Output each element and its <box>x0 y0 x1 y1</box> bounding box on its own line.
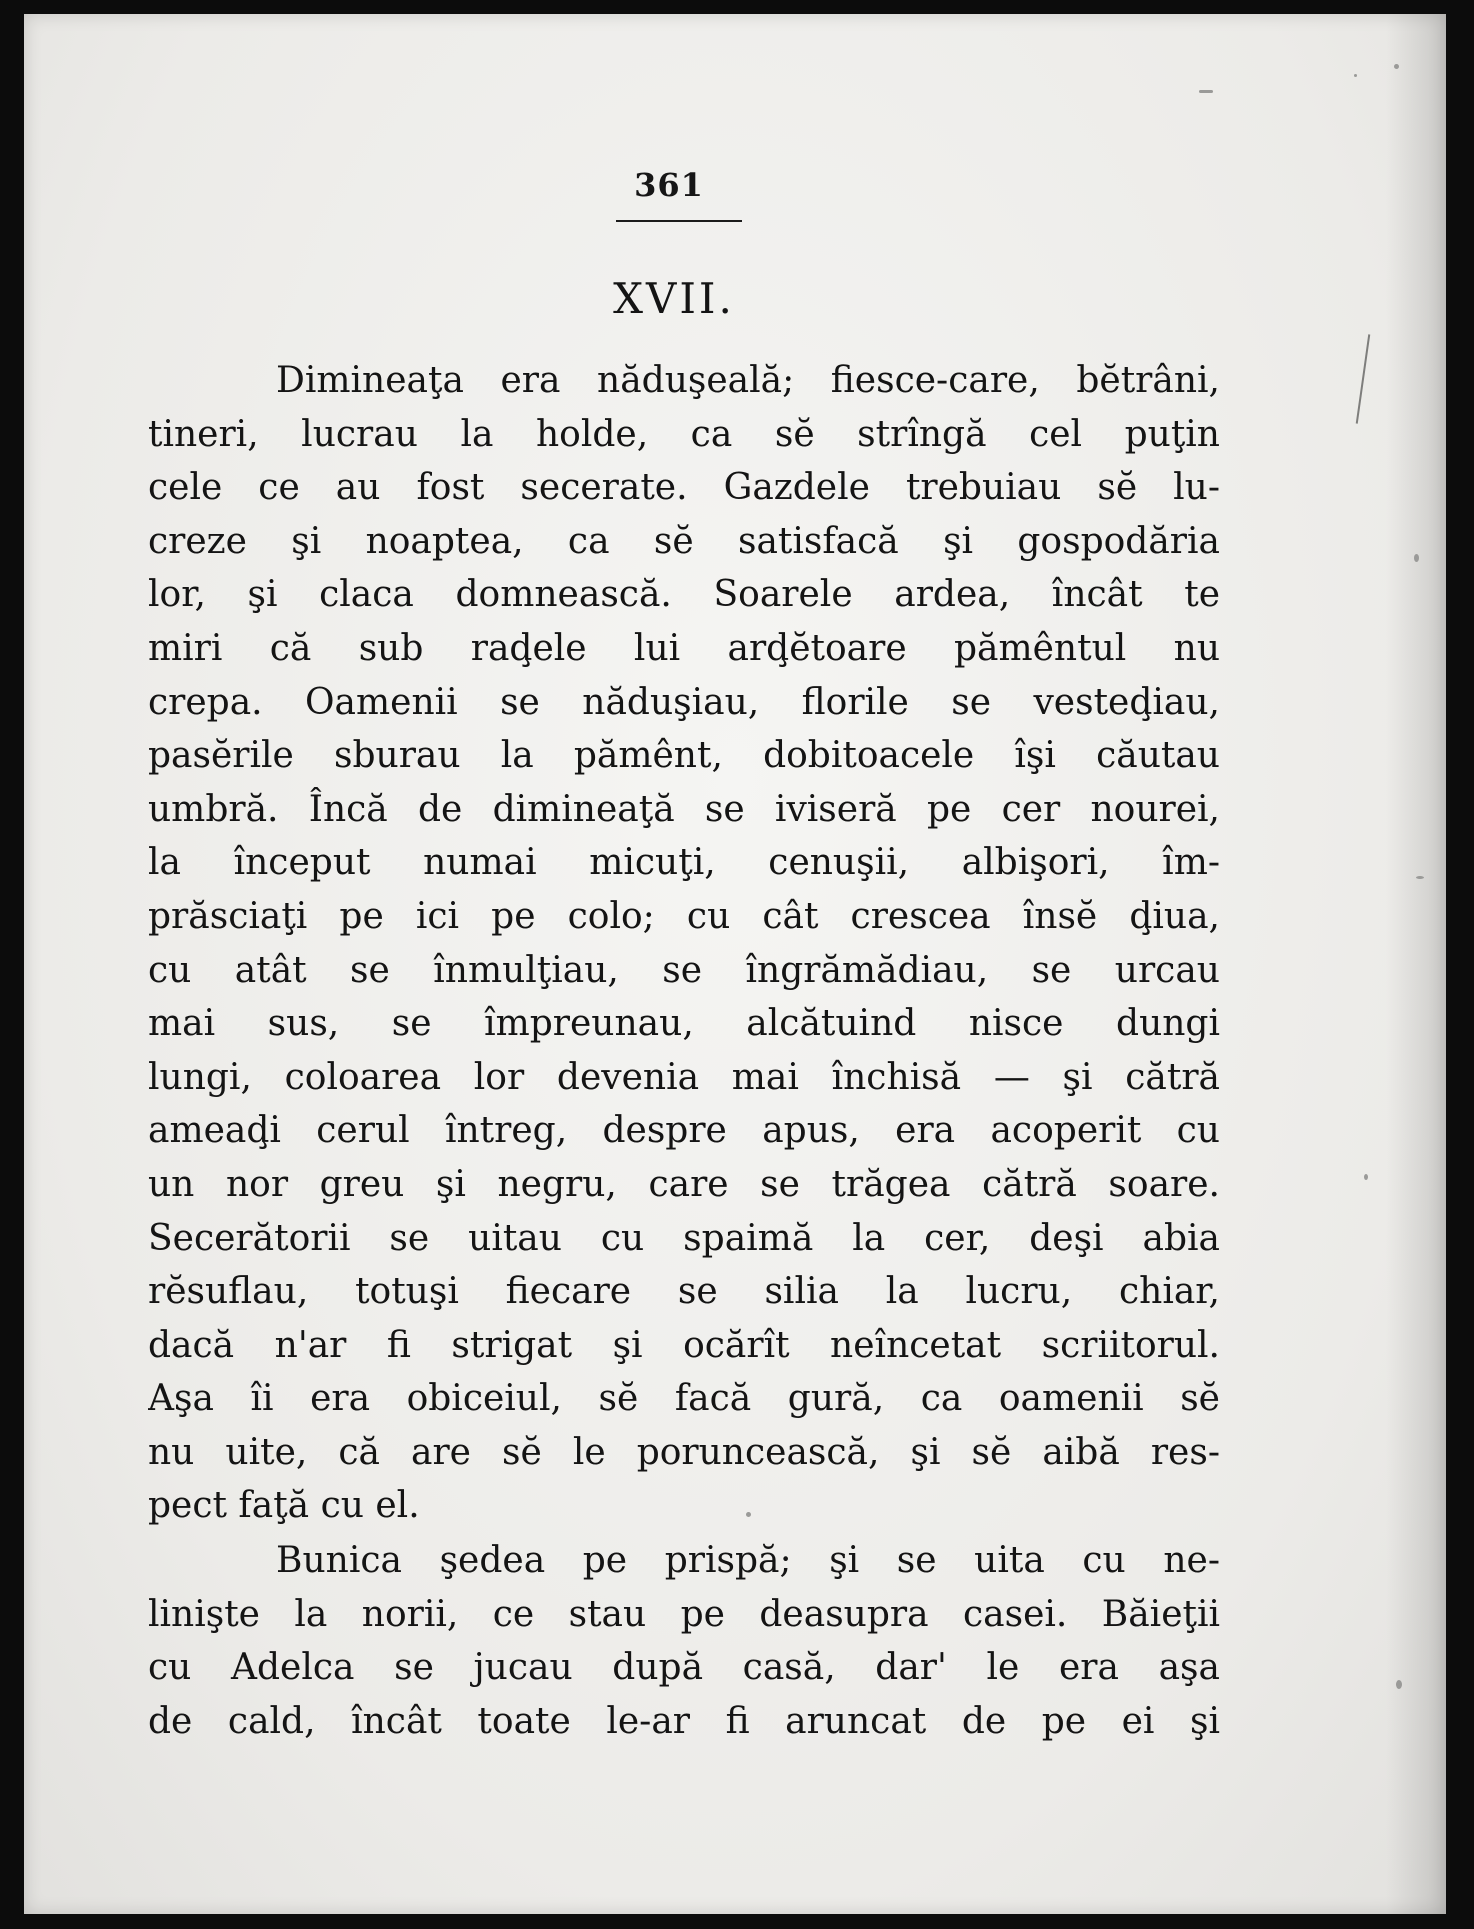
page-number-rule <box>616 220 742 222</box>
text-line: rĕsuflau, totuşi fiecare se silia la lucru, chiar, <box>148 1271 1220 1313</box>
text-line: lungi, coloarea lor devenia mai închisă — şi cătră <box>148 1056 1220 1098</box>
paragraph-2 <box>148 1534 1220 1748</box>
text-line: pasĕrile sburau la pămênt, dobitoacele îşi căutau <box>148 735 1220 777</box>
text-line: prăsciaţi pe ici pe colo; cu cât crescea însĕ ḑiua, <box>148 895 1220 937</box>
scan-speck <box>1199 90 1213 93</box>
text-line: crepa. Oamenii se năduşiau, florile se vesteḑiau, <box>148 681 1220 723</box>
book-page <box>24 14 1446 1914</box>
text-line: cele ce au fost secerate. Gazdele trebuiau sĕ lu- <box>148 467 1220 509</box>
text-line: cu Adelca se jucau după casă, dar' le era aşa <box>148 1647 1220 1689</box>
scan-speck <box>1416 876 1424 879</box>
text-line: miri că sub raḑele lui arḑĕtoare pămêntul nu <box>148 627 1220 669</box>
text-line: pect faţă cu el. <box>148 1485 420 1527</box>
scan-speck <box>1354 74 1357 77</box>
text-line: ameaḑi cerul întreg, despre apus, era acoperit cu <box>148 1110 1220 1152</box>
text-line: cu atât se înmulţiau, se îngrămădiau, se urcau <box>148 949 1220 991</box>
chapter-heading: XVII. <box>613 274 735 323</box>
text-line: Secerătorii se uitau cu spaimă la cer, deşi abia <box>148 1217 1220 1259</box>
text-line: Dimineaţa era năduşeală; fiesce-care, bĕtrâni, <box>276 360 1220 401</box>
page-number: 361 <box>634 166 704 204</box>
scan-speck <box>1364 1174 1368 1180</box>
text-line: umbră. Încă de dimineaţă se iviseră pe cer nourei, <box>148 788 1220 830</box>
text-line: linişte la norii, ce stau pe deasupra casei. Băieţii <box>148 1593 1220 1635</box>
scan-speck <box>1414 554 1419 562</box>
scan-speck <box>1396 1680 1402 1689</box>
scan-scratch <box>1356 334 1371 423</box>
text-line: lor, şi claca domnească. Soarele ardea, încât te <box>148 574 1220 616</box>
paragraph-1 <box>148 354 1220 1533</box>
text-line: la început numai micuţi, cenuşii, albişori, îm- <box>148 842 1220 884</box>
text-line: dacă n'ar fi strigat şi ocărît neîncetat scriitorul. <box>148 1324 1220 1366</box>
scan-speck <box>1394 64 1399 69</box>
text-line: nu uite, că are sĕ le poruncească, şi sĕ aibă res- <box>148 1431 1220 1473</box>
text-line: Aşa îi era obiceiul, sĕ facă gură, ca oamenii sĕ <box>148 1378 1220 1420</box>
text-line: Bunica şedea pe prispă; şi se uita cu ne- <box>276 1540 1220 1581</box>
text-line: mai sus, se împreunau, alcătuind nisce dungi <box>148 1003 1220 1045</box>
text-line: de cald, încât toate le-ar fi aruncat de pe ei şi <box>148 1700 1220 1742</box>
page-edge-shadow <box>1386 14 1446 1914</box>
text-line: un nor greu şi negru, care se trăgea cătră soare. <box>148 1163 1220 1205</box>
text-line: creze şi noaptea, ca sĕ satisfacă şi gospodăria <box>148 520 1220 562</box>
text-line: tineri, lucrau la holde, ca sĕ strîngă cel puţin <box>148 413 1220 455</box>
